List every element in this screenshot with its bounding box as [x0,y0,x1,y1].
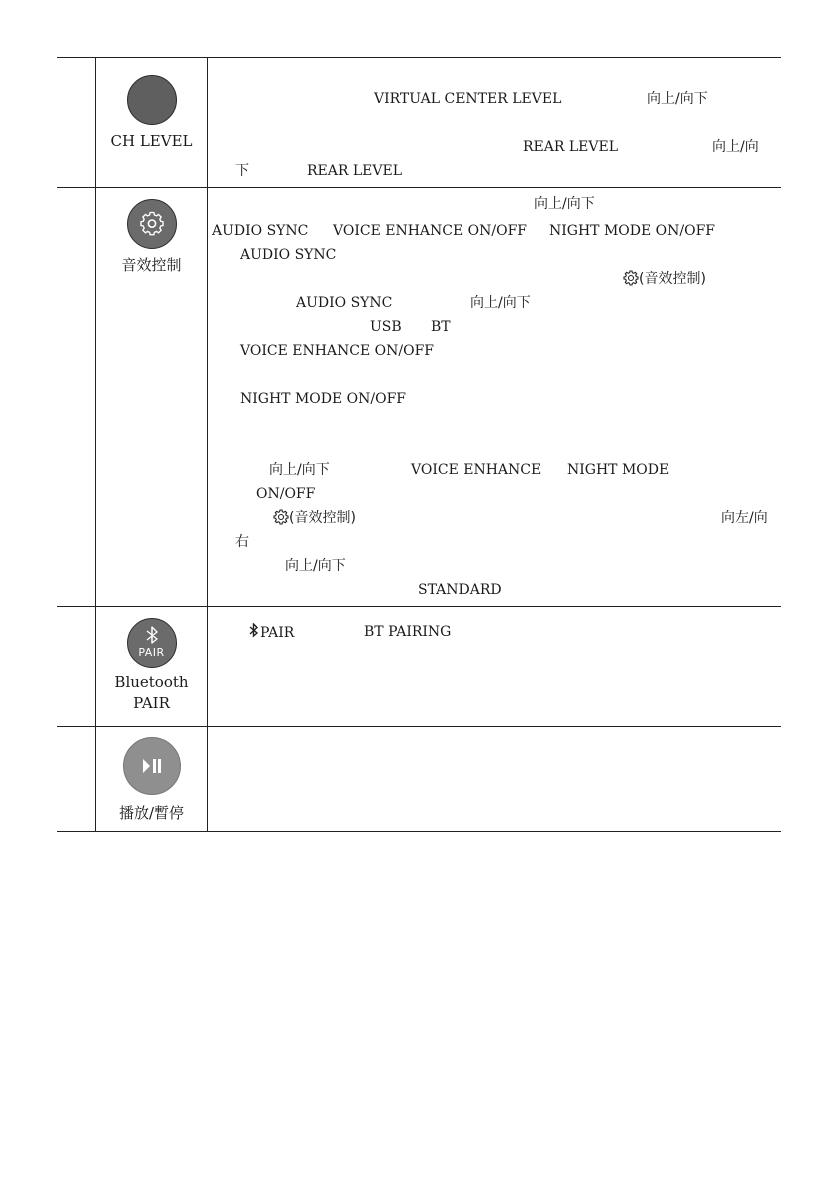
bluetooth-label: Bluetooth [114,673,189,691]
desc-text: NIGHT MODE ON/OFF [549,223,716,239]
desc-text: BT PAIRING [364,624,452,640]
desc-text: VOICE ENHANCE ON/OFF [333,223,528,239]
desc-text: USB [370,319,402,335]
desc-text: 向上/向下 [269,462,330,478]
desc-text: VOICE ENHANCE ON/OFF [240,343,435,359]
column-divider [207,57,208,832]
desc-text: AUDIO SYNC [296,295,393,311]
desc-text: BT [431,319,451,335]
desc-text: VOICE ENHANCE [411,462,542,478]
row-divider [57,726,781,727]
ch-level-label: CH LEVEL [110,132,193,150]
desc-text: 右 [235,534,249,550]
sound-control-button[interactable] [127,199,177,249]
desc-text [248,623,294,642]
column-divider [95,57,96,832]
desc-text: 向上/向下 [647,91,708,107]
desc-text: 向上/向下 [470,295,531,311]
sound-control-label: 音效控制 [121,256,182,274]
gear-icon [127,199,177,249]
desc-text: PAIR [260,625,295,641]
bluetooth-icon [248,623,260,639]
desc-text: 向上/向下 [285,558,346,574]
play-pause-icon [123,737,181,795]
desc-text: REAR LEVEL [523,139,619,155]
ch-level-button[interactable] [127,75,177,125]
desc-text: NIGHT MODE ON/OFF [240,391,407,407]
desc-text: ON/OFF [256,486,316,502]
desc-text: VIRTUAL CENTER LEVEL [374,91,562,107]
play-pause-label: 播放/暫停 [118,804,185,822]
row-divider [57,606,781,607]
table-border-top [57,57,781,58]
ch-level-cell [96,75,207,152]
table-border-bottom [57,831,781,832]
desc-text [623,270,706,288]
gear-icon [273,509,289,525]
desc-text: 向上/向下 [534,196,595,212]
desc-text: 向上/向 [712,139,759,155]
pair-label: PAIR [133,694,170,712]
desc-text: (音效控制) [639,271,706,287]
sound-control-cell [96,199,207,276]
row-divider [57,187,781,188]
desc-text: (音效控制) [289,510,356,526]
desc-text: 向左/向 [721,510,768,526]
desc-text: AUDIO SYNC [212,223,309,239]
bluetooth-pair-cell [96,618,207,714]
desc-text: 下 [235,163,249,179]
desc-text: STANDARD [418,582,502,598]
pair-badge: PAIR [138,646,165,659]
desc-text: AUDIO SYNC [240,247,337,263]
desc-text [273,509,356,527]
play-pause-button[interactable] [123,737,181,795]
desc-text: REAR LEVEL [307,163,403,179]
play-pause-cell [96,737,207,824]
bluetooth-icon [127,618,177,668]
gear-icon [623,270,639,286]
desc-text: NIGHT MODE [567,462,670,478]
bluetooth-pair-button[interactable] [127,618,177,668]
